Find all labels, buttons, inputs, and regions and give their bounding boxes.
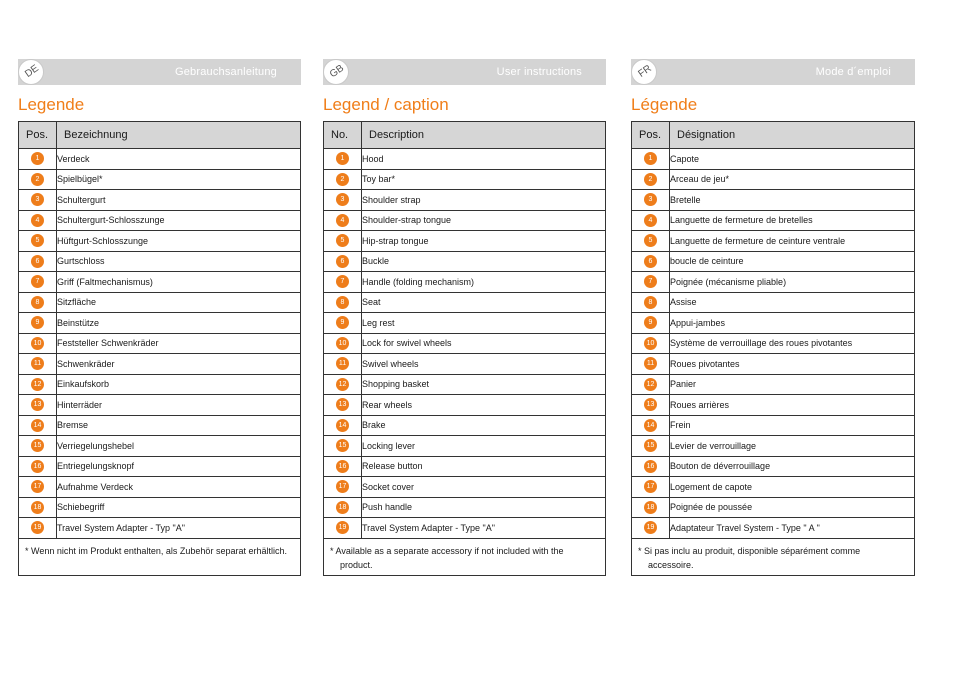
position-number-badge: 10: [644, 337, 657, 350]
table-row: [19, 395, 301, 416]
description-cell: Handle (folding mechanism): [362, 272, 606, 293]
position-number-badge: 4: [336, 214, 349, 227]
position-cell: [324, 251, 362, 272]
position-cell: [324, 272, 362, 293]
position-number-badge: 13: [336, 398, 349, 411]
position-cell: [324, 210, 362, 231]
description-cell: Swivel wheels: [362, 354, 606, 375]
position-number-badge: 10: [31, 337, 44, 350]
position-number-badge: 18: [31, 501, 44, 514]
position-cell: [324, 169, 362, 190]
position-number-badge: 8: [644, 296, 657, 309]
description-cell: Poignée (mécanisme pliable): [670, 272, 915, 293]
description-cell: Roues arrières: [670, 395, 915, 416]
description-cell: Hüftgurt-Schlosszunge: [57, 231, 301, 252]
table-row: [324, 333, 606, 354]
description-cell: Locking lever: [362, 436, 606, 457]
manual-title: Gebrauchsanleitung: [174, 66, 277, 78]
table-row: [324, 313, 606, 334]
position-cell: [324, 518, 362, 539]
table-row: [19, 251, 301, 272]
position-number-badge: 5: [644, 234, 657, 247]
position-cell: [19, 313, 57, 334]
language-code: DE: [23, 63, 41, 80]
position-number-badge: 13: [31, 398, 44, 411]
position-number-badge: 5: [31, 234, 44, 247]
column-header-position: No.: [324, 122, 362, 149]
position-number-badge: 15: [336, 439, 349, 452]
table-row: [324, 518, 606, 539]
position-cell: [632, 313, 670, 334]
table-row: [19, 149, 301, 170]
description-cell: Gurtschloss: [57, 251, 301, 272]
position-cell: [632, 210, 670, 231]
position-cell: [632, 477, 670, 498]
position-cell: [632, 374, 670, 395]
legend-body: [632, 149, 915, 539]
position-cell: [19, 477, 57, 498]
position-cell: [19, 395, 57, 416]
description-cell: Appui-jambes: [670, 313, 915, 334]
description-cell: Rear wheels: [362, 395, 606, 416]
table-row: [632, 231, 915, 252]
table-row: [324, 354, 606, 375]
legend-table: [18, 121, 301, 539]
position-number-badge: 9: [644, 316, 657, 329]
position-number-badge: 4: [31, 214, 44, 227]
table-row: [632, 333, 915, 354]
description-cell: Travel System Adapter - Type "A": [362, 518, 606, 539]
position-cell: [632, 395, 670, 416]
table-row: [19, 497, 301, 518]
table-row: [632, 354, 915, 375]
table-row: [632, 251, 915, 272]
table-row: [632, 456, 915, 477]
position-cell: [632, 415, 670, 436]
legend-heading: Legend / caption: [323, 95, 449, 114]
table-header-row: [632, 122, 915, 149]
section-header-bar: [323, 59, 606, 85]
position-cell: [632, 333, 670, 354]
position-cell: [632, 272, 670, 293]
table-row: [632, 272, 915, 293]
description-cell: Hinterräder: [57, 395, 301, 416]
position-cell: [324, 395, 362, 416]
position-number-badge: 11: [31, 357, 44, 370]
table-row: [324, 436, 606, 457]
position-cell: [19, 354, 57, 375]
table-row: [324, 477, 606, 498]
position-cell: [19, 497, 57, 518]
description-cell: Verdeck: [57, 149, 301, 170]
description-cell: Bouton de déverrouillage: [670, 456, 915, 477]
table-row: [19, 354, 301, 375]
table-row: [632, 436, 915, 457]
description-cell: Sitzfläche: [57, 292, 301, 313]
description-cell: Verriegelungshebel: [57, 436, 301, 457]
manual-title: Mode d´emploi: [815, 66, 891, 78]
position-number-badge: 14: [31, 419, 44, 432]
table-row: [632, 518, 915, 539]
description-cell: Beinstütze: [57, 313, 301, 334]
description-cell: Socket cover: [362, 477, 606, 498]
description-cell: Feststeller Schwenkräder: [57, 333, 301, 354]
table-row: [19, 210, 301, 231]
position-cell: [19, 210, 57, 231]
description-cell: Hip-strap tongue: [362, 231, 606, 252]
description-cell: Frein: [670, 415, 915, 436]
legend-heading: Legende: [18, 95, 85, 114]
table-row: [324, 251, 606, 272]
description-cell: Panier: [670, 374, 915, 395]
table-row: [324, 210, 606, 231]
position-cell: [632, 456, 670, 477]
description-cell: Schwenkräder: [57, 354, 301, 375]
position-number-badge: 11: [336, 357, 349, 370]
description-cell: Leg rest: [362, 313, 606, 334]
column-header-description: Description: [362, 122, 606, 149]
description-cell: Push handle: [362, 497, 606, 518]
position-cell: [632, 231, 670, 252]
description-cell: Languette de fermeture de bretelles: [670, 210, 915, 231]
description-cell: Brake: [362, 415, 606, 436]
table-row: [632, 292, 915, 313]
position-number-badge: 9: [31, 316, 44, 329]
position-number-badge: 3: [336, 193, 349, 206]
position-number-badge: 4: [644, 214, 657, 227]
position-number-badge: 1: [336, 152, 349, 165]
position-cell: [19, 231, 57, 252]
description-cell: Schultergurt-Schlosszunge: [57, 210, 301, 231]
position-number-badge: 8: [31, 296, 44, 309]
table-row: [19, 333, 301, 354]
position-cell: [632, 251, 670, 272]
table-row: [19, 518, 301, 539]
description-cell: Lock for swivel wheels: [362, 333, 606, 354]
legend-body: [324, 149, 606, 539]
position-number-badge: 17: [31, 480, 44, 493]
position-number-badge: 15: [31, 439, 44, 452]
position-cell: [324, 374, 362, 395]
position-number-badge: 9: [336, 316, 349, 329]
position-cell: [632, 190, 670, 211]
table-row: [19, 456, 301, 477]
position-number-badge: 6: [31, 255, 44, 268]
description-cell: boucle de ceinture: [670, 251, 915, 272]
description-cell: Logement de capote: [670, 477, 915, 498]
table-row: [632, 395, 915, 416]
column-header-position: Pos.: [19, 122, 57, 149]
position-cell: [19, 169, 57, 190]
position-number-badge: 1: [31, 152, 44, 165]
description-cell: Toy bar*: [362, 169, 606, 190]
description-cell: Schiebegriff: [57, 497, 301, 518]
table-row: [19, 231, 301, 252]
position-cell: [19, 333, 57, 354]
description-cell: Aufnahme Verdeck: [57, 477, 301, 498]
section-de: [18, 59, 301, 576]
position-number-badge: 7: [31, 275, 44, 288]
position-number-badge: 12: [336, 378, 349, 391]
footnote: * Si pas inclu au produit, disponible séparément comme accessoire.: [631, 539, 915, 576]
position-cell: [324, 231, 362, 252]
manual-title: User instructions: [496, 66, 582, 78]
description-cell: Travel System Adapter - Typ "A": [57, 518, 301, 539]
position-cell: [19, 292, 57, 313]
description-cell: Bretelle: [670, 190, 915, 211]
description-cell: Schultergurt: [57, 190, 301, 211]
section-header-bar: [631, 59, 915, 85]
column-header-position: Pos.: [632, 122, 670, 149]
position-cell: [324, 477, 362, 498]
table-row: [324, 497, 606, 518]
table-row: [324, 190, 606, 211]
description-cell: Languette de fermeture de ceinture ventrale: [670, 231, 915, 252]
description-cell: Arceau de jeu*: [670, 169, 915, 190]
language-badge: [18, 59, 44, 85]
position-cell: [324, 436, 362, 457]
position-cell: [632, 149, 670, 170]
position-cell: [324, 456, 362, 477]
position-cell: [632, 169, 670, 190]
position-number-badge: 17: [644, 480, 657, 493]
position-cell: [19, 190, 57, 211]
table-row: [632, 415, 915, 436]
position-number-badge: 1: [644, 152, 657, 165]
position-number-badge: 12: [644, 378, 657, 391]
column-header-description: Bezeichnung: [57, 122, 301, 149]
position-cell: [632, 436, 670, 457]
position-cell: [632, 292, 670, 313]
position-number-badge: 3: [31, 193, 44, 206]
table-row: [632, 477, 915, 498]
language-code: GB: [327, 62, 347, 81]
table-row: [19, 169, 301, 190]
table-row: [324, 456, 606, 477]
section-header-bar: [18, 59, 301, 85]
legend-heading: Légende: [631, 95, 698, 114]
position-number-badge: 3: [644, 193, 657, 206]
description-cell: Buckle: [362, 251, 606, 272]
description-cell: Bremse: [57, 415, 301, 436]
description-cell: Poignée de poussée: [670, 497, 915, 518]
position-number-badge: 8: [336, 296, 349, 309]
table-row: [19, 436, 301, 457]
table-row: [324, 292, 606, 313]
description-cell: Shoulder-strap tongue: [362, 210, 606, 231]
description-cell: Release button: [362, 456, 606, 477]
position-cell: [19, 415, 57, 436]
position-cell: [324, 354, 362, 375]
position-cell: [324, 292, 362, 313]
table-row: [324, 149, 606, 170]
position-cell: [324, 313, 362, 334]
description-cell: Roues pivotantes: [670, 354, 915, 375]
table-row: [632, 169, 915, 190]
position-number-badge: 17: [336, 480, 349, 493]
description-cell: Griff (Faltmechanismus): [57, 272, 301, 293]
table-row: [632, 497, 915, 518]
position-number-badge: 15: [644, 439, 657, 452]
position-cell: [19, 149, 57, 170]
position-number-badge: 2: [31, 173, 44, 186]
position-cell: [19, 436, 57, 457]
description-cell: Entriegelungsknopf: [57, 456, 301, 477]
position-cell: [19, 251, 57, 272]
position-cell: [324, 497, 362, 518]
description-cell: Adaptateur Travel System - Type " A ": [670, 518, 915, 539]
position-number-badge: 13: [644, 398, 657, 411]
table-row: [632, 210, 915, 231]
position-number-badge: 7: [644, 275, 657, 288]
footnote: * Available as a separate accessory if not included with the product.: [323, 539, 606, 576]
position-number-badge: 18: [644, 501, 657, 514]
description-cell: Einkaufskorb: [57, 374, 301, 395]
position-number-badge: 11: [644, 357, 657, 370]
position-number-badge: 7: [336, 275, 349, 288]
table-row: [324, 272, 606, 293]
position-cell: [19, 272, 57, 293]
language-badge: [323, 59, 349, 85]
description-cell: Seat: [362, 292, 606, 313]
table-row: [632, 374, 915, 395]
table-row: [324, 415, 606, 436]
table-row: [324, 231, 606, 252]
table-header-row: [19, 122, 301, 149]
legend-table: [631, 121, 915, 539]
position-number-badge: 12: [31, 378, 44, 391]
description-cell: Levier de verrouillage: [670, 436, 915, 457]
position-number-badge: 16: [336, 460, 349, 473]
description-cell: Hood: [362, 149, 606, 170]
position-cell: [19, 456, 57, 477]
table-row: [19, 415, 301, 436]
table-row: [632, 190, 915, 211]
legend-table: [323, 121, 606, 539]
description-cell: Capote: [670, 149, 915, 170]
position-number-badge: 18: [336, 501, 349, 514]
table-row: [324, 395, 606, 416]
position-number-badge: 10: [336, 337, 349, 350]
position-number-badge: 6: [336, 255, 349, 268]
position-number-badge: 6: [644, 255, 657, 268]
position-number-badge: 14: [336, 419, 349, 432]
position-number-badge: 16: [644, 460, 657, 473]
description-cell: Système de verrouillage des roues pivotantes: [670, 333, 915, 354]
table-row: [632, 313, 915, 334]
legend-body: [19, 149, 301, 539]
description-cell: Spielbügel*: [57, 169, 301, 190]
position-number-badge: 19: [31, 521, 44, 534]
column-header-description: Désignation: [670, 122, 915, 149]
position-cell: [19, 374, 57, 395]
description-cell: Shopping basket: [362, 374, 606, 395]
table-row: [19, 313, 301, 334]
language-code: FR: [636, 63, 654, 80]
table-row: [19, 374, 301, 395]
description-cell: Shoulder strap: [362, 190, 606, 211]
position-number-badge: 2: [644, 173, 657, 186]
table-header-row: [324, 122, 606, 149]
table-row: [19, 292, 301, 313]
section-fr: [631, 59, 915, 576]
table-row: [632, 149, 915, 170]
language-badge: [631, 59, 657, 85]
table-row: [324, 374, 606, 395]
position-cell: [324, 149, 362, 170]
position-number-badge: 19: [336, 521, 349, 534]
position-cell: [324, 415, 362, 436]
section-gb: [323, 59, 606, 576]
position-cell: [632, 354, 670, 375]
position-cell: [19, 518, 57, 539]
position-cell: [324, 333, 362, 354]
table-row: [19, 190, 301, 211]
position-cell: [324, 190, 362, 211]
position-cell: [632, 497, 670, 518]
position-number-badge: 19: [644, 521, 657, 534]
position-number-badge: 14: [644, 419, 657, 432]
position-number-badge: 5: [336, 234, 349, 247]
position-cell: [632, 518, 670, 539]
description-cell: Assise: [670, 292, 915, 313]
table-row: [324, 169, 606, 190]
table-row: [19, 272, 301, 293]
position-number-badge: 2: [336, 173, 349, 186]
position-number-badge: 16: [31, 460, 44, 473]
footnote: * Wenn nicht im Produkt enthalten, als Zubehör separat erhältlich.: [18, 539, 301, 576]
table-row: [19, 477, 301, 498]
